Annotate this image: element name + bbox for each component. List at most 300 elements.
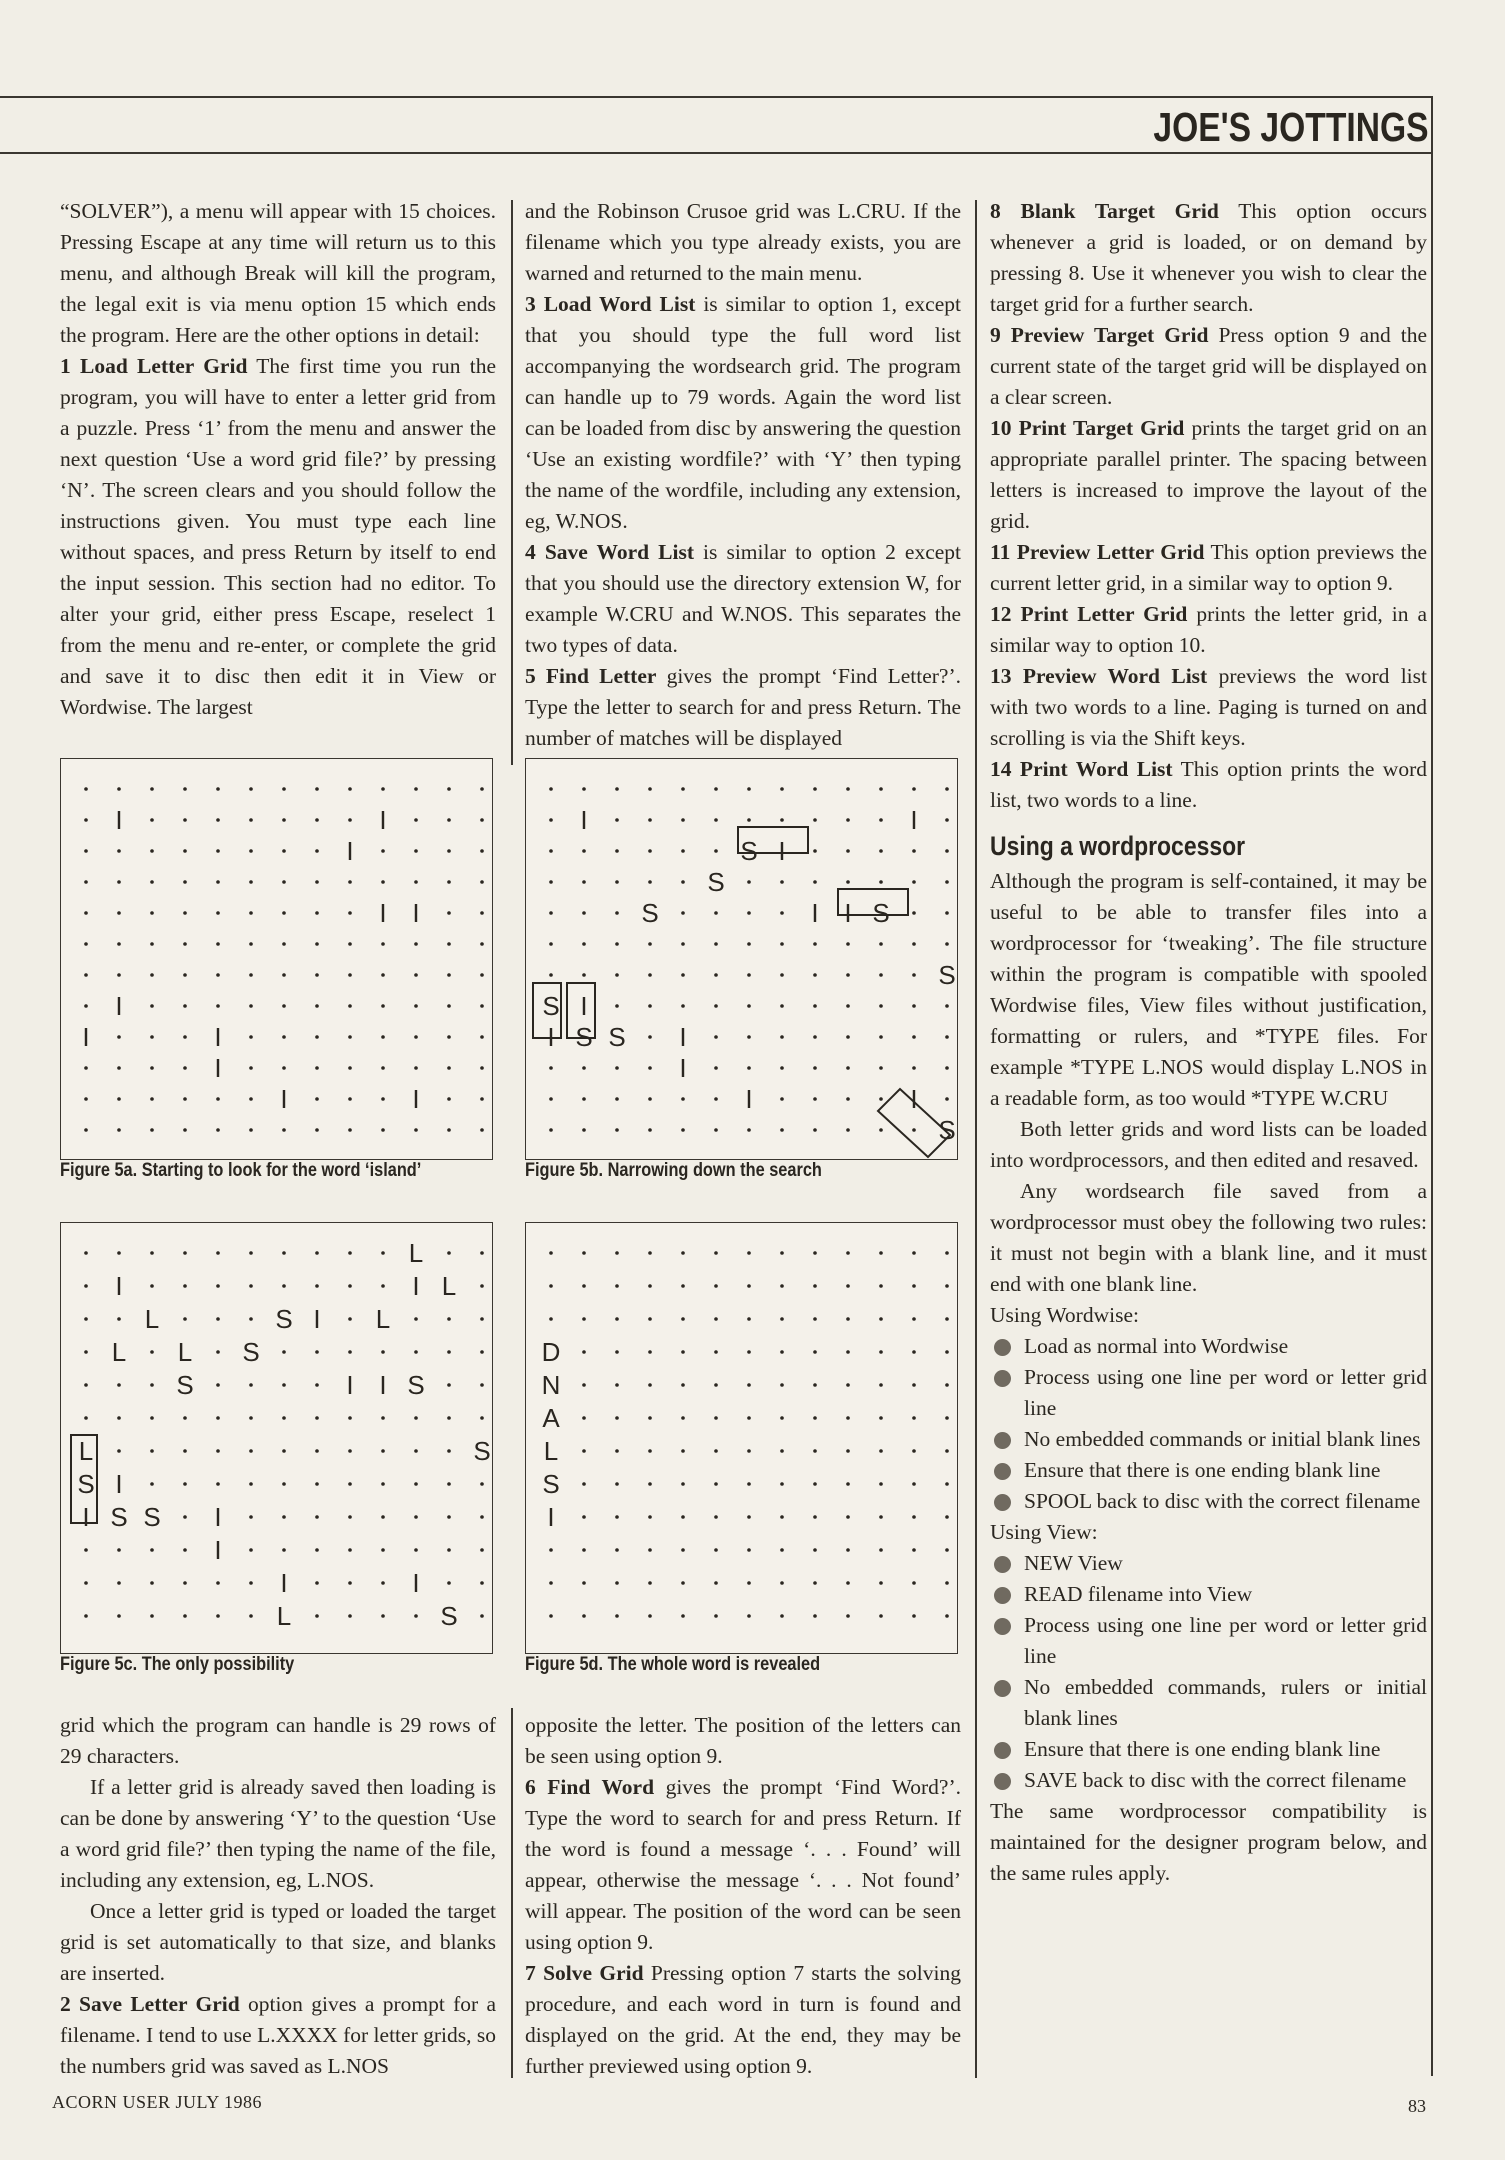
grid-dot (549, 1097, 553, 1101)
grid-dot (84, 787, 88, 791)
grid-dot (747, 1284, 751, 1288)
grid-dot (381, 849, 385, 853)
grid-dot (549, 911, 553, 915)
grid-dot (747, 1581, 751, 1585)
grid-dot (249, 1128, 253, 1132)
grid-dot (780, 1004, 784, 1008)
grid-letter: I (412, 1271, 420, 1301)
grid-dot (780, 973, 784, 977)
grid-dot (912, 1515, 916, 1519)
grid-dot (549, 1284, 553, 1288)
grid-dot (912, 1035, 916, 1039)
grid-dot (681, 1449, 685, 1453)
paragraph (60, 1896, 496, 1989)
grid-dot (846, 973, 850, 977)
grid-letter: I (115, 991, 123, 1021)
grid-dot (648, 1066, 652, 1070)
paragraph (990, 1114, 1427, 1176)
grid-letter: S (143, 1502, 161, 1532)
grid-dot (681, 911, 685, 915)
paragraph (990, 1176, 1427, 1300)
grid-dot (714, 1515, 718, 1519)
grid-dot (846, 1097, 850, 1101)
grid-dot (879, 849, 883, 853)
grid-dot (84, 1416, 88, 1420)
grid-letter: S (542, 991, 560, 1021)
grid-dot (879, 1350, 883, 1354)
grid-dot (846, 1284, 850, 1288)
grid-dot (249, 1548, 253, 1552)
grid-dot (381, 1614, 385, 1618)
grid-dot (381, 973, 385, 977)
grid-dot (582, 1066, 586, 1070)
grid-dot (615, 1515, 619, 1519)
grid-dot (945, 1035, 949, 1039)
paragraph-text: prints the letter grid, in a similar way to option 10. (990, 602, 1427, 657)
grid-dot (846, 1515, 850, 1519)
grid-dot (846, 1614, 850, 1618)
grid-dot (183, 1581, 187, 1585)
grid-dot (714, 818, 718, 822)
grid-letter: I (379, 805, 387, 835)
option-heading: 2 Save Letter Grid (60, 1992, 240, 2016)
grid-dot (84, 973, 88, 977)
bullet-item: No embedded commands, rulers or initial blank lines (990, 1672, 1427, 1734)
grid-dot (447, 787, 451, 791)
grid-letter: I (778, 836, 786, 866)
grid-dot (648, 973, 652, 977)
grid-dot (381, 1128, 385, 1132)
grid-dot (813, 880, 817, 884)
grid-dot (348, 1097, 352, 1101)
grid-dot (879, 1449, 883, 1453)
grid-dot (681, 1097, 685, 1101)
grid-dot (813, 1097, 817, 1101)
grid-dot (249, 880, 253, 884)
grid-dot (381, 1515, 385, 1519)
grid-dot (648, 942, 652, 946)
grid-dot (348, 1416, 352, 1420)
grid-letter: I (280, 1568, 288, 1598)
grid-dot (747, 911, 751, 915)
grid-dot (813, 1482, 817, 1486)
grid-dot (945, 1581, 949, 1585)
grid-dot (348, 973, 352, 977)
bullet-item: SPOOL back to disc with the correct filename (990, 1486, 1427, 1517)
grid-dot (315, 1004, 319, 1008)
grid-dot (714, 1004, 718, 1008)
paragraph (990, 661, 1427, 754)
paragraph-text: opposite the letter. The position of the letters can be seen using option 9. (525, 1713, 961, 1768)
grid-dot (681, 818, 685, 822)
grid-dot (348, 1581, 352, 1585)
grid-dot (480, 1004, 484, 1008)
grid-dot (846, 1066, 850, 1070)
grid-dot (447, 1004, 451, 1008)
grid-dot (945, 1449, 949, 1453)
grid-dot (84, 911, 88, 915)
grid-dot (681, 1383, 685, 1387)
grid-dot (447, 1317, 451, 1321)
grid-dot (747, 1548, 751, 1552)
grid-dot (381, 1482, 385, 1486)
grid-letter: I (82, 1502, 90, 1532)
paragraph (525, 537, 961, 661)
grid-letter: S (575, 1022, 593, 1052)
grid-dot (648, 880, 652, 884)
grid-dot (681, 1614, 685, 1618)
column-divider (975, 200, 977, 765)
grid-dot (117, 1317, 121, 1321)
grid-dot (747, 1614, 751, 1618)
grid-dot (480, 1066, 484, 1070)
grid-dot (813, 1284, 817, 1288)
grid-dot (183, 1548, 187, 1552)
grid-dot (945, 942, 949, 946)
paragraph (525, 196, 961, 289)
option-heading: 13 Preview Word List (990, 664, 1208, 688)
grid-dot (549, 1614, 553, 1618)
grid-dot (813, 787, 817, 791)
grid-dot (615, 1284, 619, 1288)
grid-letter: L (78, 1436, 94, 1466)
grid-dot (150, 1004, 154, 1008)
grid-dot (912, 880, 916, 884)
grid-dot (582, 880, 586, 884)
grid-dot (615, 1548, 619, 1552)
grid-dot (480, 1416, 484, 1420)
paragraph-text: is similar to option 2 except that you should use the directory extension W, for example W.CRU and W.NOS. This separates the two types of data. (525, 540, 961, 657)
grid-dot (879, 1416, 883, 1420)
grid-dot (381, 1416, 385, 1420)
column-divider (975, 765, 977, 2078)
grid-dot (249, 942, 253, 946)
grid-dot (381, 1251, 385, 1255)
grid-dot (846, 1350, 850, 1354)
grid-dot (414, 1416, 418, 1420)
list-label: Using Wordwise: (990, 1303, 1139, 1327)
paragraph (60, 1772, 496, 1896)
paragraph-text: The first time you run the program, you will have to enter a letter grid from a puzzle. Press ‘1’ from the menu and answer the next question ‘Use a word grid file?’ by pressing ‘N’. The screen clears and you should follow the instructions given. You must type each line without spaces, and press Return by itself to end the input session. This section had no editor. To alter your grid, either press Escape, reselect 1 from the menu and re-enter, or complete the grid and save it to disc then edit it in View or Wordwise. The largest (60, 354, 496, 719)
grid-dot (945, 911, 949, 915)
grid-dot (348, 1066, 352, 1070)
grid-dot (582, 787, 586, 791)
grid-dot (414, 973, 418, 977)
paragraph (990, 599, 1427, 661)
paragraph (525, 661, 961, 754)
grid-dot (447, 1416, 451, 1420)
grid-dot (282, 973, 286, 977)
grid-dot (714, 1614, 718, 1618)
option-heading: 11 Preview Letter Grid (990, 540, 1205, 564)
grid-dot (747, 1128, 751, 1132)
page-number: 83 (1408, 2096, 1426, 2116)
grid-dot (648, 1251, 652, 1255)
grid-dot (648, 1482, 652, 1486)
right-margin-rule (1431, 96, 1433, 2076)
grid-dot (447, 1581, 451, 1585)
grid-dot (549, 787, 553, 791)
option-heading: 12 Print Letter Grid (990, 602, 1188, 626)
grid-dot (780, 1251, 784, 1255)
paragraph (990, 866, 1427, 1114)
grid-dot (447, 1066, 451, 1070)
grid-dot (681, 787, 685, 791)
grid-dot (315, 1251, 319, 1255)
paragraph-text: Any wordsearch file saved from a wordprocessor must obey the following two rules: it must not begin with a blank line, and it must end with one blank line. (990, 1179, 1427, 1296)
grid-dot (183, 1515, 187, 1519)
grid-dot (282, 1284, 286, 1288)
grid-dot (348, 1614, 352, 1618)
grid-dot (648, 1515, 652, 1519)
grid-letter: A (542, 1403, 560, 1433)
column-divider (511, 200, 513, 765)
grid-letter: I (214, 1022, 222, 1052)
grid-dot (282, 818, 286, 822)
grid-dot (447, 1097, 451, 1101)
grid-dot (846, 1004, 850, 1008)
bullet-item: Process using one line per word or letter grid line (990, 1610, 1427, 1672)
grid-dot (150, 787, 154, 791)
grid-dot (315, 911, 319, 915)
grid-dot (480, 942, 484, 946)
grid-dot (216, 787, 220, 791)
bullet-item: Ensure that there is one ending blank line (990, 1455, 1427, 1486)
grid-dot (714, 1128, 718, 1132)
grid-letter: S (407, 1370, 425, 1400)
paragraph (60, 196, 496, 351)
grid-dot (681, 1515, 685, 1519)
option-heading: 7 Solve Grid (525, 1961, 644, 1985)
grid-dot (447, 911, 451, 915)
grid-dot (945, 1383, 949, 1387)
grid-dot (648, 1416, 652, 1420)
grid-dot (381, 1284, 385, 1288)
grid-dot (150, 1097, 154, 1101)
grid-dot (447, 1251, 451, 1255)
grid-dot (117, 1449, 121, 1453)
grid-dot (315, 880, 319, 884)
grid-dot (681, 1416, 685, 1420)
column-1-top-text (60, 196, 496, 723)
grid-dot (315, 973, 319, 977)
grid-dot (846, 1449, 850, 1453)
grid-dot (813, 1614, 817, 1618)
grid-letter: S (938, 960, 956, 990)
grid-dot (582, 1128, 586, 1132)
grid-dot (780, 1066, 784, 1070)
grid-letter: I (910, 805, 918, 835)
paragraph-text: previews the word list with two words to a line. Paging is turned on and scrolling is via the Shift keys. (990, 664, 1427, 750)
grid-dot (648, 1035, 652, 1039)
grid-dot (183, 1284, 187, 1288)
grid-dot (615, 1317, 619, 1321)
grid-dot (315, 942, 319, 946)
grid-dot (414, 1128, 418, 1132)
grid-dot (945, 1548, 949, 1552)
grid-dot (582, 973, 586, 977)
grid-dot (681, 1548, 685, 1552)
grid-dot (183, 880, 187, 884)
grid-dot (549, 1581, 553, 1585)
grid-dot (780, 1317, 784, 1321)
grid-dot (648, 1581, 652, 1585)
grid-dot (150, 880, 154, 884)
option-heading: 5 Find Letter (525, 664, 657, 688)
grid-letter: I (547, 1022, 555, 1052)
grid-dot (780, 880, 784, 884)
grid-dot (84, 1317, 88, 1321)
grid-dot (945, 849, 949, 853)
grid-dot (315, 1035, 319, 1039)
grid-dot (414, 942, 418, 946)
grid-dot (681, 1128, 685, 1132)
grid-dot (381, 787, 385, 791)
grid-dot (714, 849, 718, 853)
grid-dot (348, 1128, 352, 1132)
grid-dot (183, 818, 187, 822)
grid-dot (879, 880, 883, 884)
grid-dot (381, 1350, 385, 1354)
bullet-item: NEW View (990, 1548, 1427, 1579)
grid-dot (447, 1548, 451, 1552)
grid-dot (414, 1482, 418, 1486)
grid-dot (714, 1251, 718, 1255)
grid-dot (414, 1350, 418, 1354)
grid-dot (615, 1004, 619, 1008)
grid-dot (879, 1581, 883, 1585)
grid-dot (84, 1581, 88, 1585)
paragraph-text: Press option 9 and the current state of the target grid will be displayed on a clear screen. (990, 323, 1427, 409)
grid-letter: I (214, 1535, 222, 1565)
grid-dot (582, 1548, 586, 1552)
grid-letter: I (115, 805, 123, 835)
grid-dot (945, 1004, 949, 1008)
grid-dot (414, 1614, 418, 1618)
option-heading: 3 Load Word List (525, 292, 696, 316)
grid-dot (183, 849, 187, 853)
grid-dot (648, 787, 652, 791)
grid-dot (183, 1416, 187, 1420)
grid-dot (747, 1482, 751, 1486)
grid-dot (414, 818, 418, 822)
grid-dot (615, 1581, 619, 1585)
grid-dot (84, 1383, 88, 1387)
grid-dot (813, 1128, 817, 1132)
grid-dot (846, 1035, 850, 1039)
grid-dot (282, 1251, 286, 1255)
grid-dot (249, 1097, 253, 1101)
paragraph (990, 196, 1427, 320)
grid-dot (582, 849, 586, 853)
grid-dot (117, 1383, 121, 1387)
grid-dot (315, 1350, 319, 1354)
grid-dot (480, 1128, 484, 1132)
grid-dot (681, 1317, 685, 1321)
grid-dot (912, 1350, 916, 1354)
grid-dot (249, 1317, 253, 1321)
grid-dot (747, 1383, 751, 1387)
grid-dot (84, 1284, 88, 1288)
grid-dot (780, 1449, 784, 1453)
grid-dot (681, 942, 685, 946)
grid-letter: S (608, 1022, 626, 1052)
grid-dot (216, 911, 220, 915)
grid-dot (780, 1515, 784, 1519)
grid-dot (615, 1350, 619, 1354)
grid-dot (648, 818, 652, 822)
grid-dot (216, 1004, 220, 1008)
grid-dot (150, 1284, 154, 1288)
grid-dot (879, 1066, 883, 1070)
grid-dot (912, 1251, 916, 1255)
grid-dot (282, 1449, 286, 1453)
grid-dot (348, 942, 352, 946)
grid-dot (945, 787, 949, 791)
grid-dot (150, 1251, 154, 1255)
grid-dot (747, 1066, 751, 1070)
grid-dot (714, 973, 718, 977)
grid-dot (615, 818, 619, 822)
grid-dot (714, 1416, 718, 1420)
grid-dot (282, 1350, 286, 1354)
grid-dot (183, 1004, 187, 1008)
paragraph-text: gives the prompt ‘Find Word?’. Type the word to search for and press Return. If the word is found a message ‘. . . Found’ will appear, otherwise the message ‘. . . Not found’ will appear. The position of the word can be seen using option 9. (525, 1775, 961, 1954)
grid-dot (480, 1317, 484, 1321)
paragraph-text: and the Robinson Crusoe grid was L.CRU. If the filename which you type already exists, you are warned and returned to the main menu. (525, 199, 961, 285)
figure-5b (525, 758, 958, 1160)
grid-dot (315, 1416, 319, 1420)
grid-dot (414, 1548, 418, 1552)
grid-dot (183, 1251, 187, 1255)
grid-dot (747, 942, 751, 946)
grid-dot (249, 1284, 253, 1288)
bullet-item: Load as normal into Wordwise (990, 1331, 1427, 1362)
grid-dot (414, 849, 418, 853)
grid-dot (216, 1350, 220, 1354)
grid-dot (315, 1284, 319, 1288)
option-heading: 1 Load Letter Grid (60, 354, 248, 378)
grid-dot (582, 1614, 586, 1618)
grid-dot (780, 1416, 784, 1420)
grid-dot (846, 1548, 850, 1552)
grid-dot (582, 1251, 586, 1255)
grid-dot (150, 1350, 154, 1354)
grid-dot (150, 1066, 154, 1070)
grid-dot (480, 1097, 484, 1101)
grid-dot (549, 942, 553, 946)
grid-dot (747, 787, 751, 791)
grid-dot (879, 1035, 883, 1039)
grid-dot (447, 1128, 451, 1132)
grid-dot (150, 1581, 154, 1585)
grid-dot (117, 1614, 121, 1618)
grid-dot (414, 787, 418, 791)
grid-dot (747, 1449, 751, 1453)
paragraph-text: Both letter grids and word lists can be loaded into wordprocessors, and then edited and resaved. (990, 1117, 1427, 1172)
grid-letter: I (82, 1022, 90, 1052)
grid-dot (117, 1035, 121, 1039)
paragraph-text: This option previews the current letter grid, in a similar way to option 9. (990, 540, 1427, 595)
grid-dot (780, 1350, 784, 1354)
figure-5c (60, 1222, 493, 1654)
grid-dot (315, 1515, 319, 1519)
grid-dot (714, 1482, 718, 1486)
grid-dot (846, 942, 850, 946)
grid-dot (348, 1004, 352, 1008)
grid-dot (714, 1548, 718, 1552)
grid-dot (549, 1251, 553, 1255)
